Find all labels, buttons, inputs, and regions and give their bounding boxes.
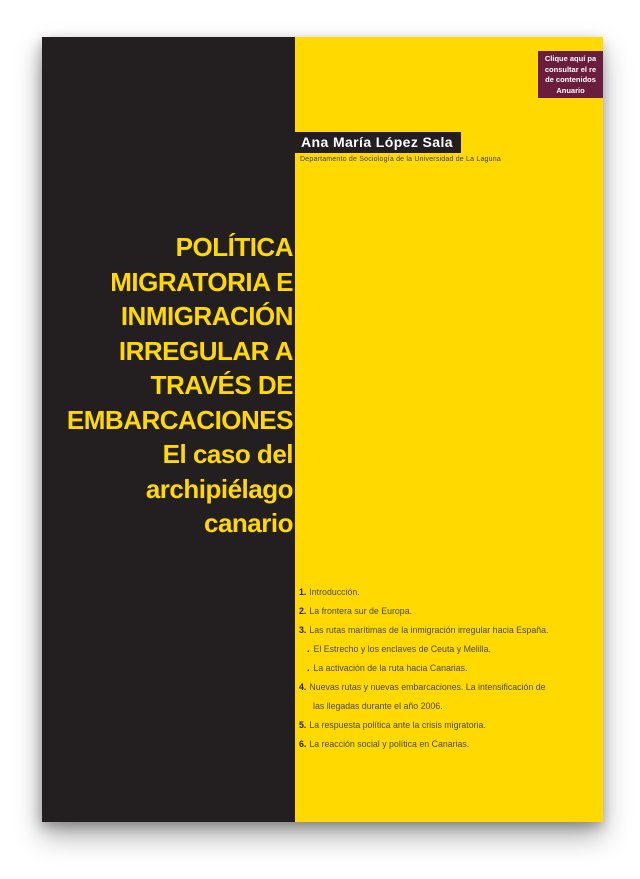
right-yellow-panel <box>295 37 603 822</box>
toc-row <box>299 716 603 735</box>
toc-item-number: 5. <box>299 720 307 730</box>
cover-title-line: EMBARCACIONES <box>66 404 293 435</box>
toc-row <box>299 659 603 678</box>
toc-item-number: . <box>307 663 310 673</box>
cover-title-line: INMIGRACIÓN <box>120 301 293 331</box>
cover-title-line: TRAVÉS DE <box>150 370 293 400</box>
toc-row <box>299 583 603 602</box>
cover-title-line: POLÍTICA <box>175 232 293 262</box>
toc-item-text: Nuevas rutas y nuevas embarcaciones. La intensificación de <box>309 682 546 692</box>
toc-item-number: 6. <box>299 739 307 749</box>
toc-row <box>299 735 603 754</box>
table-of-contents <box>299 583 603 754</box>
toc-row <box>299 621 603 640</box>
anuario-contents-link-line: consultar el re <box>544 64 597 74</box>
toc-item-number: 3. <box>299 625 307 635</box>
toc-item-number: 4. <box>299 682 307 692</box>
author-department: Departamento de Sociología de la Universidad de La Laguna <box>300 156 501 163</box>
toc-item-text: las llegadas durante el año 2006. <box>313 701 443 711</box>
toc-row <box>299 602 603 621</box>
toc-item-number: 1. <box>299 587 307 597</box>
toc-row <box>299 640 603 659</box>
cover-title-line: archipiélago <box>145 473 293 504</box>
author-name-bar <box>295 132 461 153</box>
toc-item-number: 2. <box>299 606 307 616</box>
anuario-contents-link-line: de contenidos <box>545 75 596 84</box>
toc-row <box>299 697 603 716</box>
toc-item-text: La reacción social y política en Canarias. <box>309 739 470 749</box>
cover-title-line: IRREGULAR A <box>118 335 293 366</box>
toc-item-number: . <box>307 644 310 654</box>
anuario-contents-link-line: Anuario <box>556 85 585 95</box>
author-name: Ana María López Sala <box>301 134 453 150</box>
anuario-contents-link[interactable] <box>538 51 603 98</box>
toc-item-text: El Estrecho y los enclaves de Ceuta y Melilla. <box>313 644 491 654</box>
toc-item-text: La respuesta política ante la crisis migratoria. <box>309 720 486 730</box>
left-black-panel <box>42 37 295 822</box>
toc-item-text: Introducción. <box>309 587 360 597</box>
cover-title <box>42 230 293 541</box>
toc-item-text: Las rutas marítimas de la inmigración irregular hacia España. <box>309 625 549 635</box>
toc-item-text: La frontera sur de Europa. <box>309 606 413 616</box>
cover-title-line: MIGRATORIA E <box>110 266 293 297</box>
cover-title-line: El caso del <box>162 439 293 469</box>
toc-row <box>299 678 603 697</box>
toc-item-text: La activación de la ruta hacia Canarias. <box>313 663 468 673</box>
cover-title-line: canario <box>204 508 293 538</box>
anuario-contents-link-line: Clique aquí pa <box>544 54 597 63</box>
document-cover <box>42 37 603 822</box>
